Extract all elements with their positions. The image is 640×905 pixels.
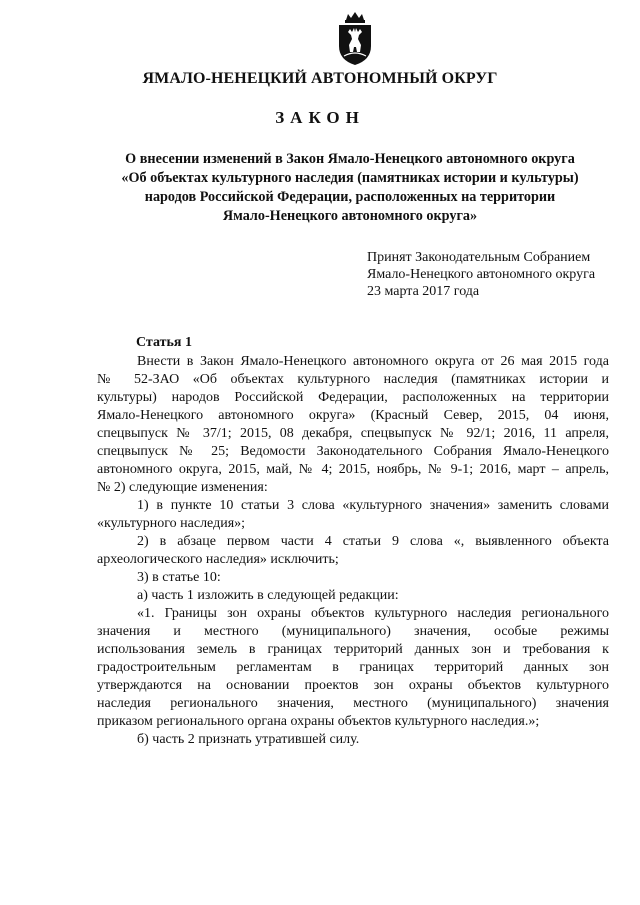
body-line: автономного округа, 2015, май, № 4; 2015, ноябрь, № 9-1; 2016, март – апрель, [97, 462, 609, 477]
body-line: 3) в статье 10: [137, 570, 221, 585]
body-line: Внести в Закон Ямало-Ненецкого автономного округа от 26 мая 2015 года [137, 354, 609, 369]
body-line: № 52-ЗАО «Об объектах культурного наследия (памятниках истории и [97, 372, 609, 387]
adoption-note [367, 249, 595, 300]
region-heading: ЯМАЛО-НЕНЕЦКИЙ АВТОНОМНЫЙ ОКРУГ [142, 70, 498, 87]
law-title-line: О внесении изменений в Закон Ямало-Ненецкого автономного округа [125, 151, 575, 167]
law-title-line: народов Российской Федерации, расположенных на территории [144, 189, 556, 205]
body-line: наследия регионального значения, местного (муниципального) значения [97, 696, 609, 711]
adoption-note-line: Ямало-Ненецкого автономного округа [367, 267, 596, 282]
body-line: градостроительным регламентам в границах территорий данных зон [97, 660, 609, 675]
adoption-note-line: Принят Законодательным Собранием [367, 250, 591, 265]
coat-of-arms-emblem [334, 12, 376, 66]
adoption-note-line: 23 марта 2017 года [367, 284, 480, 299]
body-line: «1. Границы зон охраны объектов культурного наследия регионального [137, 606, 609, 621]
body-line: утверждаются на основании проектов зон охраны объектов культурного [97, 678, 609, 693]
body-line: спецвыпуск № 37/1; 2015, 08 декабря, спецвыпуск № 92/1; 2016, 11 апреля, [97, 426, 609, 441]
body-line: а) часть 1 изложить в следующей редакции: [137, 588, 399, 603]
body-line: «культурного наследия»; [97, 516, 246, 531]
body-line: культуры) народов Российской Федерации, расположенных на территории [97, 390, 609, 405]
document-type-heading: ЗАКОН [275, 108, 365, 127]
body-line: Ямало-Ненецкого автономного округа» (Красный Север, 2015, 04 июня, [97, 408, 609, 423]
body-line: спецвыпуск № 25; Ведомости Законодательного Собрания Ямало-Ненецкого [97, 444, 609, 459]
body-line: б) часть 2 признать утратившей силу. [137, 732, 360, 747]
body-line: значения и местного (муниципального) значения, особые режимы [97, 624, 609, 639]
article-heading: Статья 1 [136, 335, 192, 350]
body-line: приказом регионального органа охраны объектов культурного наследия.»; [97, 714, 540, 729]
article-body [97, 353, 609, 749]
body-line: 1) в пункте 10 статьи 3 слова «культурного значения» заменить словами [137, 498, 609, 513]
body-line: 2) в абзаце первом части 4 статьи 9 слова «, выявленного объекта [137, 534, 609, 549]
law-title-line: Ямало-Ненецкого автономного округа» [222, 208, 478, 224]
law-title-line: «Об объектах культурного наследия (памятниках истории и культуры) [121, 170, 579, 186]
law-title [90, 150, 610, 226]
body-line: археологического наследия» исключить; [97, 552, 339, 567]
body-line: использования земель в границах территорий данных зон и требования к [97, 642, 609, 657]
body-line: № 2) следующие изменения: [97, 480, 268, 495]
